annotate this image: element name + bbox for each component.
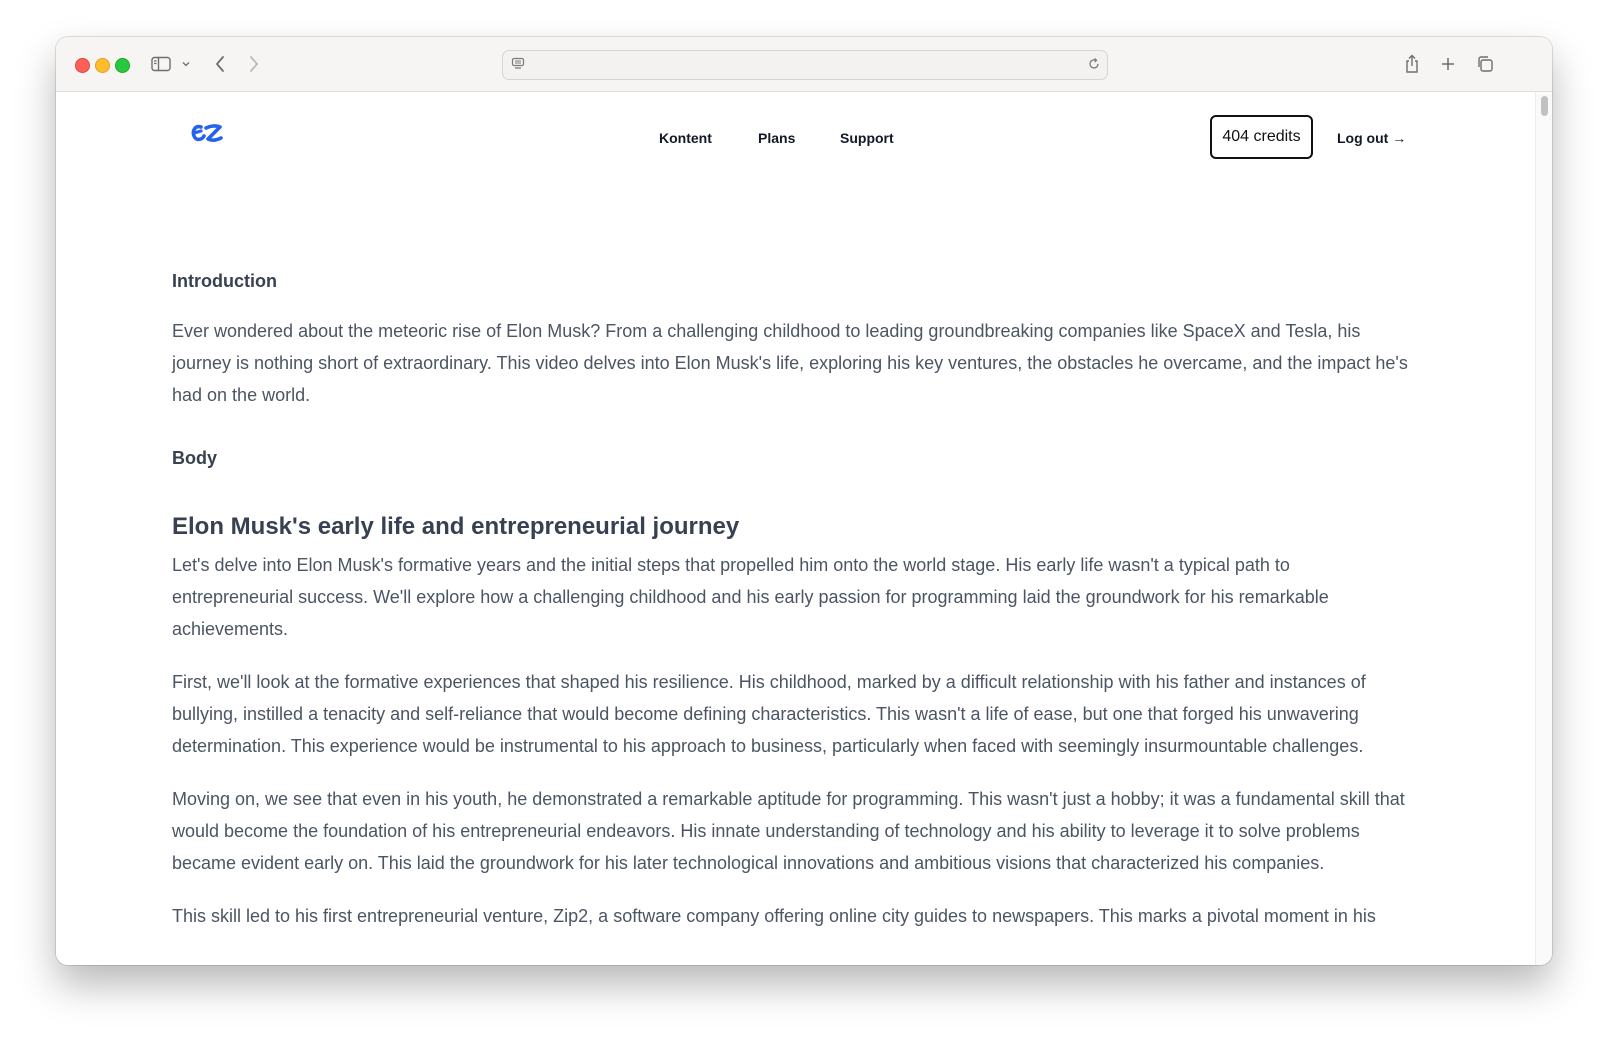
nav-link-plans[interactable]: Plans [758, 130, 796, 146]
zoom-window-button[interactable] [115, 58, 130, 73]
vertical-scrollbar[interactable] [1535, 92, 1552, 965]
page-content [56, 92, 1552, 965]
credits-button[interactable]: 404 credits [1210, 115, 1313, 159]
introduction-paragraph: Ever wondered about the meteoric rise of Elon Musk? From a challenging childhood to leading groundbreaking companies like SpaceX and Tesla, his journey is nothing short of extraordinary. This video delves into Elon Musk's life, exploring his key ventures, the obstacles he overcame, and the impact he's had on the world. [172, 321, 1408, 405]
body-paragraph: This skill led to his first entrepreneurial venture, Zip2, a software company offering online city guides to newspapers. This marks a pivotal moment in his [172, 906, 1376, 926]
new-tab-icon[interactable] [1438, 52, 1458, 76]
back-icon[interactable] [212, 52, 228, 76]
browser-window [56, 37, 1552, 965]
nav-link-kontent[interactable]: Kontent [659, 130, 712, 146]
address-bar[interactable] [502, 50, 1108, 80]
chevron-down-icon[interactable] [180, 52, 192, 76]
forward-icon[interactable] [246, 52, 262, 76]
reload-icon[interactable] [1087, 57, 1101, 76]
minimize-window-button[interactable] [95, 58, 110, 73]
section-heading: Elon Musk's early life and entrepreneurial journey [172, 513, 740, 540]
sidebar-toggle-icon[interactable] [150, 52, 172, 76]
browser-toolbar [56, 37, 1552, 92]
body-paragraph: Let's delve into Elon Musk's formative years and the initial steps that propelled him onto the world stage. His early life wasn't a typical path to entrepreneurial success. We'll explore how a challenging childhood and his early passion for programming laid the groundwork for his remarkable achievements. [172, 555, 1329, 639]
body-paragraph: First, we'll look at the formative experiences that shaped his resilience. His childhood, marked by a difficult relationship with his father and instances of bullying, instilled a tenacity and self-reliance that would become defining characteristics. This wasn't a life of ease, but one that forged his unwavering determination. This experience would be instrumental to his approach to business, particularly when faced with seemingly insurmountable challenges. [172, 672, 1366, 756]
scrollbar-thumb[interactable] [1541, 96, 1548, 116]
tab-overview-icon[interactable] [1474, 52, 1496, 76]
logout-link[interactable]: Log out → [1337, 130, 1407, 146]
nav-link-support[interactable]: Support [840, 130, 894, 146]
brand-logo-icon[interactable] [190, 122, 224, 151]
introduction-label: Introduction [172, 271, 277, 291]
share-icon[interactable] [1402, 52, 1422, 76]
close-window-button[interactable] [75, 58, 90, 73]
body-paragraph: Moving on, we see that even in his youth, he demonstrated a remarkable aptitude for programming. This wasn't just a hobby; it was a fundamental skill that would become the foundation of his entrepreneurial endeavors. His innate understanding of technology and his ability to leverage it to solve problems became evident early on. This laid the groundwork for his later technological innovations and ambitious visions that characterized his companies. [172, 789, 1405, 873]
body-label: Body [172, 448, 217, 468]
page-settings-icon[interactable] [511, 57, 525, 76]
